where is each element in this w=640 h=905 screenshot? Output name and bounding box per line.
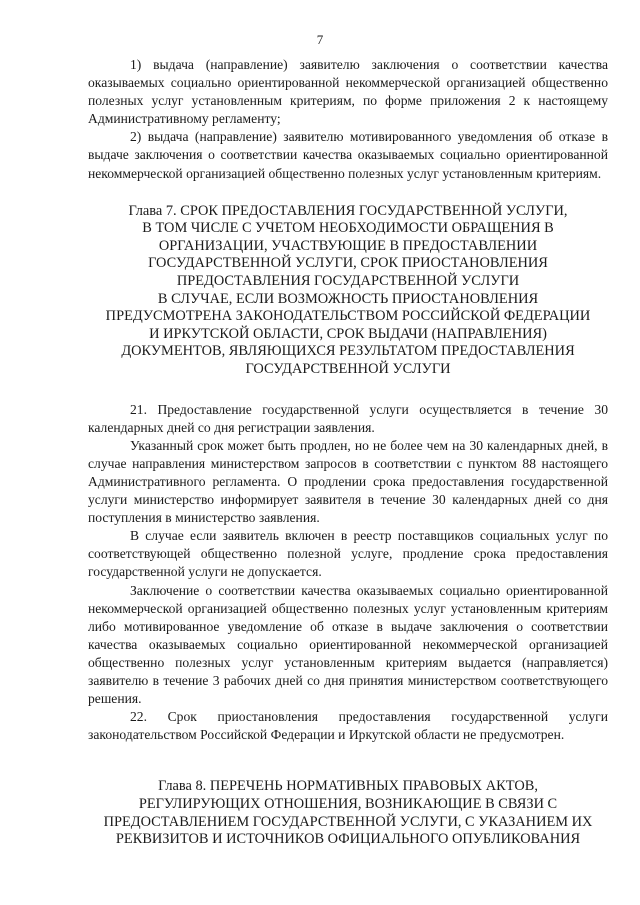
chapter-7-line: И ИРКУТСКОЙ ОБЛАСТИ, СРОК ВЫДАЧИ (НАПРАВЛЕНИЯ) bbox=[149, 325, 547, 342]
chapter-7-line: ПРЕДУСМОТРЕНА ЗАКОНОДАТЕЛЬСТВОМ РОССИЙСКОЙ ФЕДЕРАЦИИ bbox=[105, 308, 591, 325]
chapter-7-line: ГОСУДАРСТВЕННОЙ УСЛУГИ bbox=[245, 361, 451, 377]
paragraph-result-1: 1) выдача (направление) заявителю заключения о соответствии качества оказываемых социально ориентированной некоммерческой организацией общественно полезных услуг установленным критериям, по форме приложения 2 к настоящему Административному регламенту; bbox=[88, 57, 608, 127]
chapter-8-line: Глава 8. ПЕРЕЧЕНЬ НОРМАТИВНЫХ ПРАВОВЫХ АКТОВ, bbox=[158, 778, 538, 795]
page-number: 7 bbox=[316, 32, 324, 47]
paragraph-extension: Указанный срок может быть продлен, но не более чем на 30 календарных дней, в случае направления министерством запросов в соответствии с пунктом 88 настоящего Административного регламента. О продлении срока предоставления государственной услуги министерство информирует заявителя в течение 30 календарных дней со дня поступления в министерство заявления. bbox=[88, 437, 608, 526]
paragraph-21: 21. Предоставление государственной услуги осуществляется в течение 30 календарных дней со дня регистрации заявления. bbox=[88, 401, 608, 435]
paragraph-conclusion: Заключение о соответствии качества оказываемых социально ориентированной некоммерческой организацией общественно полезных услуг установленным критериям либо мотивированное уведомление об отказе в выдаче заключения о соответствии качества оказываемых социально ориентированной некоммерческой организацией общественно полезных услуг установленным критериям выдается (направляется) заявителю в течение 3 рабочих дней со дня принятия министерством соответствующего решения. bbox=[88, 582, 608, 707]
chapter-7-heading bbox=[88, 203, 608, 379]
chapter-7-line: ОРГАНИЗАЦИИ, УЧАСТВУЮЩИЕ В ПРЕДОСТАВЛЕНИИ bbox=[158, 237, 538, 254]
paragraph-registry: В случае если заявитель включен в реестр поставщиков социальных услуг по соответствующей общественно полезной услуге, продление срока предоставления государственной услуги не допускается. bbox=[88, 528, 608, 580]
chapter-7-line: Глава 7. СРОК ПРЕДОСТАВЛЕНИЯ ГОСУДАРСТВЕННОЙ УСЛУГИ, bbox=[128, 202, 568, 219]
chapter-7-line: ГОСУДАРСТВЕННОЙ УСЛУГИ, СРОК ПРИОСТАНОВЛЕНИЯ bbox=[148, 255, 548, 272]
chapter-8-line: РЕКВИЗИТОВ И ИСТОЧНИКОВ ОФИЦИАЛЬНОГО ОПУБЛИКОВАНИЯ bbox=[115, 831, 581, 848]
paragraph-22: 22. Срок приостановления предоставления государственной услуги законодательством Российской Федерации и Иркутской области не предусмотрен. bbox=[88, 709, 608, 743]
chapter-8-line: РЕГУЛИРУЮЩИХ ОТНОШЕНИЯ, ВОЗНИКАЮЩИЕ В СВЯЗИ С bbox=[138, 795, 558, 812]
chapter-8-line: ПРЕДОСТАВЛЕНИЕМ ГОСУДАРСТВЕННОЙ УСЛУГИ, С УКАЗАНИЕМ ИХ bbox=[103, 813, 593, 830]
chapter-8-heading bbox=[88, 778, 608, 848]
chapter-7-line: ПРЕДОСТАВЛЕНИЯ ГОСУДАРСТВЕННОЙ УСЛУГИ bbox=[176, 273, 520, 290]
paragraph-result-2: 2) выдача (направление) заявителю мотивированного уведомления об отказе в выдаче заключения о соответствии качества оказываемых социально ориентированной некоммерческой организацией общественно полезных услуг установленным критериям. bbox=[88, 129, 608, 181]
document-body bbox=[88, 56, 608, 871]
chapter-7-line: В ТОМ ЧИСЛЕ С УЧЕТОМ НЕОБХОДИМОСТИ ОБРАЩЕНИЯ В bbox=[142, 220, 554, 237]
chapter-7-line: ДОКУМЕНТОВ, ЯВЛЯЮЩИХСЯ РЕЗУЛЬТАТОМ ПРЕДОСТАВЛЕНИЯ bbox=[121, 343, 575, 360]
chapter-7-line: В СЛУЧАЕ, ЕСЛИ ВОЗМОЖНОСТЬ ПРИОСТАНОВЛЕНИЯ bbox=[157, 290, 539, 307]
